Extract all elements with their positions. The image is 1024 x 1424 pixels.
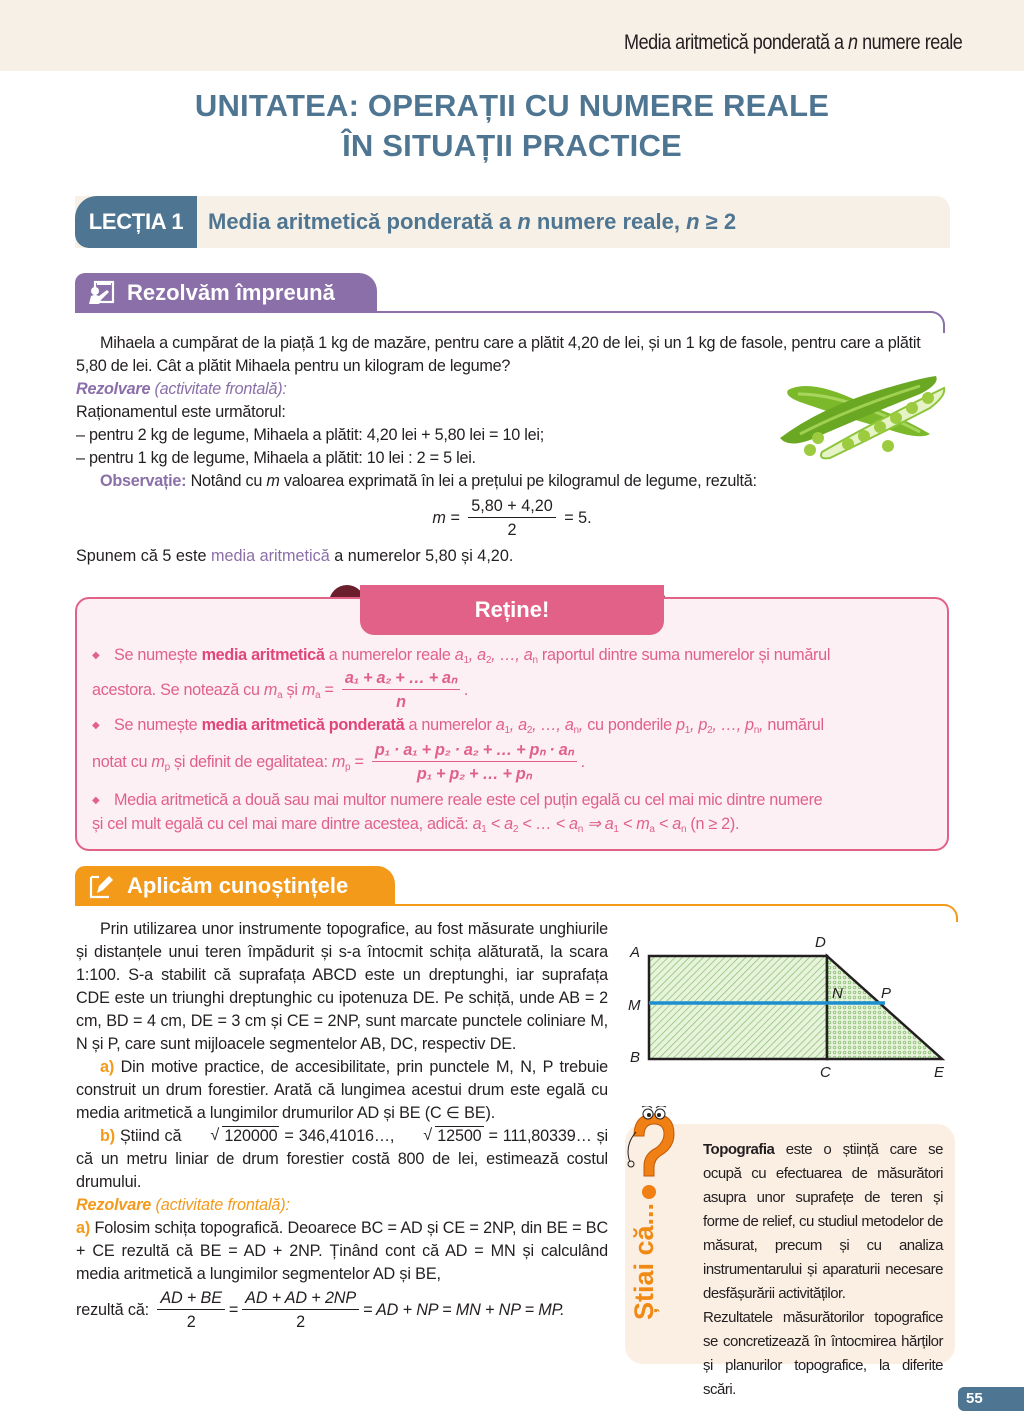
problem-text: Mihaela a cumpărat de la piață 1 kg de mazăre, pentru care a plătit 4,20 de lei, și un 1 kg de fasole, pentru care a plătit 5,80 de lei. Cât a plătit Mihaela pentru un kilogram de legume? bbox=[76, 334, 921, 375]
unit-title-line2: ÎN SITUAȚII PRACTICE bbox=[342, 128, 682, 163]
section-divider bbox=[375, 311, 945, 333]
reasoning-text: Raționamentul este următorul: bbox=[76, 403, 286, 421]
stiai-ca-label: Știai că... bbox=[629, 1202, 659, 1320]
retine-bullet-3-cont: și cel mult egală cu cel mai mare dintre acestea, adică: $a_1 < a_2$ < … < $a_n$ ⇒ $a_1 < m_a < a_n$ (n ≥ 2). bbox=[92, 815, 740, 835]
retine-bullet-1: ◆ Se numește media aritmetică a numerelor reale $a_1$, $a_2$, …, $a_n$ raportul dintre suma numerelor și numărul bbox=[92, 646, 831, 666]
label-d: D bbox=[815, 934, 826, 951]
page-number: 55 bbox=[958, 1387, 1024, 1411]
stiai-ca-text-2: Rezultatele măsurătorilor topografice se concretizează în întocmirea hărților și planurilor topografice, la diferite scări. bbox=[703, 1309, 943, 1398]
lesson-title: Media aritmetică ponderată a n numere reale, n ≥ 2 bbox=[208, 209, 737, 234]
pen-edit-icon bbox=[87, 873, 115, 899]
mean-formula: m = $\frac{5,80 + 4,20}{2}$ = 5. bbox=[432, 497, 592, 539]
section-title: Aplicăm cunoștințele bbox=[127, 873, 349, 898]
sqrt-120000: √ 120000 bbox=[186, 1125, 279, 1148]
running-header-title: Media aritmetică ponderată a n numere reale bbox=[623, 31, 962, 54]
retine-bullet-2-cont: notat cu $m_p$ și definit de egalitatea: $m_p$ = $\frac{\text{p₁ · a₁ + p₂ · a₂ + … + pₙ · aₙ}}{\text{p₁ + p₂ + … + pₙ}}$ . bbox=[92, 741, 585, 783]
sqrt-12500: √ 12500 bbox=[399, 1125, 483, 1148]
problem-text: Prin utilizarea unor instrumente topografice, au fost măsurate unghiurile și distanțele unui teren împădurit și s-a întocmit schița alăturată, la scara 1:100. S-a stabilit că suprafața ABCD este un dreptunghi, iar suprafața CDE este un triunghi dreptunghic cu ipotenuza DE. Pe schiță, unde AB = 2 cm, BD = 4 cm, DE = 3 cm și CE = 2NP, sunt marcate punctele coliniare M, N și P, care sunt mijloacele segmentelor AB, DC, respectiv DE. bbox=[76, 920, 608, 1053]
diamond-bullet-icon: ◆ bbox=[92, 650, 100, 661]
aplicam-body bbox=[76, 918, 608, 1333]
section-header-rezolvam bbox=[75, 273, 377, 313]
retine-bullet-3: ◆ Media aritmetică a două sau mai multor numere reale este cel puțin egală cu cel mai mic dintre numere bbox=[92, 789, 942, 812]
step-1: – pentru 2 kg de legume, Mihaela a plătit: 4,20 lei + 5,80 lei = 10 lei; bbox=[76, 426, 544, 444]
conclusion-text: Spunem că 5 este media aritmetică a numerelor 5,80 și 4,20. bbox=[76, 547, 514, 565]
retine-title: Reține! bbox=[360, 585, 664, 635]
label-a: A bbox=[630, 944, 641, 961]
unit-title bbox=[0, 86, 1024, 166]
pea-pods-illustration bbox=[770, 368, 948, 460]
lesson-tag: LECȚIA 1 bbox=[75, 196, 197, 248]
question-mark-character-icon bbox=[622, 1106, 682, 1216]
solution-a: a) Folosim schița topografică. Deoarece BC = AD și CE = 2NP, din BE = BC + CE rezultă că BE = AD + 2NP. Ținând cont că AD = MN și calculând media aritmetică a lungimilor segmentelor AD și BE, bbox=[76, 1219, 608, 1283]
rezolvare-heading: Rezolvare (activitate frontală): bbox=[76, 380, 287, 398]
label-b: B bbox=[630, 1049, 641, 1066]
triangle-cde bbox=[827, 956, 942, 1059]
retine-bullet-1-cont: acestora. Se notează cu $m_a$ și $m_a$ = $\frac{\text{a₁ + a₂ + … + aₙ}}{n}$ . bbox=[92, 669, 469, 711]
solution-formula: rezultă că: $\frac{AD + BE}{2}$ = $\frac{AD + AD + 2NP}{2}$ = AD + NP = MN + NP = MP. bbox=[76, 1289, 565, 1331]
label-c: C bbox=[820, 1064, 831, 1080]
retine-bullet-2: ◆ Se numește media aritmetică ponderată a numerelor $a_1$, $a_2$, …, $a_n$, cu ponderile $p_1$, $p_2$, …, $p_n$, numărul bbox=[92, 716, 824, 736]
label-p: P bbox=[881, 985, 892, 1002]
label-e: E bbox=[934, 1064, 945, 1080]
section-title: Rezolvăm împreună bbox=[127, 280, 335, 305]
diamond-bullet-icon: ◆ bbox=[92, 720, 100, 731]
label-m: M bbox=[628, 997, 641, 1014]
section-header-aplicam bbox=[75, 866, 395, 906]
stiai-ca-label-anchor bbox=[629, 1202, 669, 1360]
teacher-board-icon bbox=[87, 280, 115, 306]
observation-text: Observație: Notând cu m valoarea exprimată în lei a prețului pe kilogramul de legume, rezultă: bbox=[100, 472, 757, 490]
step-2: – pentru 1 kg de legume, Mihaela a plătit: 10 lei : 2 = 5 lei. bbox=[76, 449, 476, 467]
task-b: b) Știind că √ 120000 = 346,41016…, √ 12500 = 111,80339… și că un metru liniar de drum forestier costă 800 de lei, estimează costul drumului. bbox=[76, 1125, 608, 1194]
rectangle-abcd bbox=[649, 956, 827, 1059]
stiai-ca-text: Topografia este o știință care se ocupă cu efectuarea de măsurători asupra unor suprafețe de teren și forme de relief, cu studiul metodelor de măsurat, precum și cu analiza instrumentarului și aparaturii necesare desfășurării activităților. Rezultatele măsurătorilor topografice se concretizează în întocmirea hărților și planurilor topografice, la diferite scări. bbox=[703, 1138, 943, 1402]
rezolvare-heading: Rezolvare (activitate frontală): bbox=[76, 1196, 290, 1214]
unit-title-line1: UNITATEA: OPERAȚII CU NUMERE REALE bbox=[194, 88, 830, 123]
label-n: N bbox=[832, 985, 843, 1002]
topographic-sketch bbox=[622, 925, 962, 1080]
task-a: a) Din motive practice, de accesibilitate, prin punctele M, N, P trebuie construit un drum forestier. Arată că lungimea acestui drum este egală cu media aritmetică a lungimilor drumurilor AD și BE (C ∈ BE). bbox=[76, 1058, 608, 1122]
diamond-bullet-icon: ◆ bbox=[92, 795, 100, 806]
